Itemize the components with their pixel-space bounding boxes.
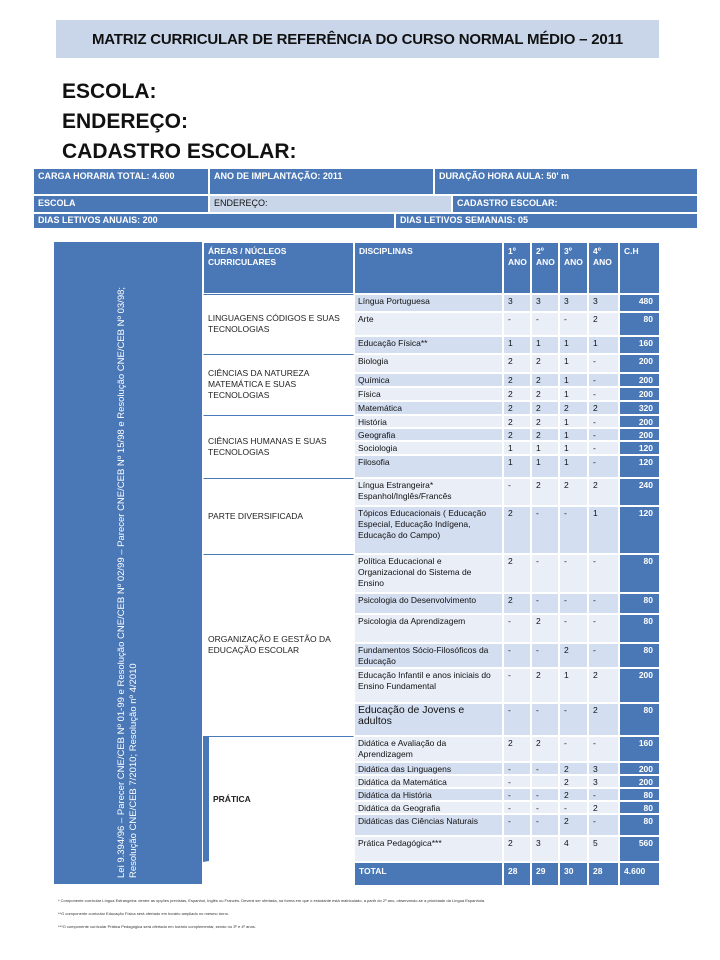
header-areas: ÁREAS / NÚCLEOS CURRICULARES xyxy=(203,242,354,294)
row-workload: 120 xyxy=(619,441,660,455)
registry-field: CADASTRO ESCOLAR: xyxy=(452,195,698,213)
year-1-hours: 2 xyxy=(503,428,531,441)
year-3-hours: 2 xyxy=(559,788,588,801)
year-3-hours: 1 xyxy=(559,668,588,703)
year-1-hours: - xyxy=(503,478,531,506)
discipline-name: História xyxy=(354,415,503,428)
year-1-hours: - xyxy=(503,614,531,643)
discipline-name: Psicologia do Desenvolvimento xyxy=(354,593,503,614)
year-1-hours: - xyxy=(503,775,531,788)
year-2-hours: 1 xyxy=(531,455,559,478)
year-2-hours: 2 xyxy=(531,415,559,428)
year-4-hours: - xyxy=(588,428,619,441)
year-1-hours: 2 xyxy=(503,401,531,415)
discipline-name: Didática da Matemática xyxy=(354,775,503,788)
row-workload: 200 xyxy=(619,373,660,387)
row-workload: 120 xyxy=(619,506,660,554)
year-1-hours: 2 xyxy=(503,836,531,862)
discipline-name: Didática e Avaliação da Aprendizagem xyxy=(354,736,503,762)
year-2-hours: - xyxy=(531,762,559,775)
year-1-hours: - xyxy=(503,814,531,836)
year-4-hours: - xyxy=(588,788,619,801)
year-1-hours: 1 xyxy=(503,455,531,478)
discipline-name: Fundamentos Sócio-Filosóficos da Educação xyxy=(354,643,503,668)
year-2-hours: 2 xyxy=(531,428,559,441)
year-1-hours: 2 xyxy=(503,736,531,762)
area-school-management: ORGANIZAÇÃO E GESTÃO DA EDUCAÇÃO ESCOLAR xyxy=(203,554,354,736)
year-4-hours: - xyxy=(588,736,619,762)
school-field-label: ESCOLA xyxy=(33,195,209,213)
area-languages: LINGUAGENS CÓDIGOS E SUAS TECNOLOGIAS xyxy=(203,294,354,354)
address-field: ENDEREÇO: xyxy=(209,195,452,213)
row-workload: 80 xyxy=(619,593,660,614)
footnote-3: ***O componente curricular Prática Pedagógica será ofertado em horário complementar, sendo no 3º e 4º anos. xyxy=(58,924,256,929)
year-3-hours: 1 xyxy=(559,455,588,478)
year-3-hours: 4 xyxy=(559,836,588,862)
year-2-hours: 3 xyxy=(531,836,559,862)
row-workload: 200 xyxy=(619,428,660,441)
footnote-1: * Componente curricular Língua Estrangeira: dentre as opções previstas, Espanhol, Inglês ou Francês. Deverá ser ofertada, na forma em que o estudante está matriculado, a partir do 2º ano, observando-se a prioridade da Língua Espanhola. xyxy=(58,898,486,903)
year-2-hours: - xyxy=(531,788,559,801)
year-3-hours: 2 xyxy=(559,814,588,836)
year-1-hours: - xyxy=(503,801,531,814)
legal-basis-sidebar xyxy=(54,242,202,884)
year-4-hours: - xyxy=(588,643,619,668)
row-workload: 80 xyxy=(619,643,660,668)
year-3-hours: - xyxy=(559,801,588,814)
year-3-hours: - xyxy=(559,614,588,643)
discipline-name: Didática das Linguagens xyxy=(354,762,503,775)
discipline-name: Língua Portuguesa xyxy=(354,294,503,312)
class-duration: DURAÇÃO HORA AULA: 50' m xyxy=(434,168,698,195)
year-2-hours: 3 xyxy=(531,294,559,312)
discipline-name: Didáticas das Ciências Naturais xyxy=(354,814,503,836)
year-3-hours: 1 xyxy=(559,354,588,373)
area-natural-sciences: CIÊNCIAS DA NATUREZA MATEMÁTICA E SUAS TECNOLOGIAS xyxy=(203,354,354,415)
year-4-hours: 1 xyxy=(588,506,619,554)
year-2-hours: 2 xyxy=(531,478,559,506)
header-workload: C.H xyxy=(619,242,660,294)
year-4-hours: - xyxy=(588,455,619,478)
year-3-hours: 2 xyxy=(559,401,588,415)
discipline-name: Língua Estrangeira* Espanhol/Inglês/Francês xyxy=(354,478,503,506)
area-diversified: PARTE DIVERSIFICADA xyxy=(203,478,354,554)
year-3-hours: - xyxy=(559,593,588,614)
year-2-hours: - xyxy=(531,801,559,814)
year-3-hours: - xyxy=(559,506,588,554)
year-3-hours: 3 xyxy=(559,294,588,312)
year-2-hours: - xyxy=(531,593,559,614)
year-1-hours: 2 xyxy=(503,387,531,401)
year-2-hours: - xyxy=(531,643,559,668)
registry-heading: CADASTRO ESCOLAR: xyxy=(62,140,297,163)
discipline-name: Prática Pedagógica*** xyxy=(354,836,503,862)
year-3-hours: - xyxy=(559,312,588,336)
year-4-hours: 2 xyxy=(588,703,619,736)
year-2-hours: 2 xyxy=(531,354,559,373)
school-heading: ESCOLA: xyxy=(62,80,157,103)
year-1-hours: - xyxy=(503,668,531,703)
discipline-name: Arte xyxy=(354,312,503,336)
row-workload: 200 xyxy=(619,354,660,373)
area-human-sciences: CIÊNCIAS HUMANAS E SUAS TECNOLOGIAS xyxy=(203,415,354,478)
year-1-hours: 1 xyxy=(503,441,531,455)
year-4-hours: - xyxy=(588,415,619,428)
discipline-name: Psicologia da Aprendizagem xyxy=(354,614,503,643)
year-4-hours: - xyxy=(588,593,619,614)
header-disciplines: DISCIPLINAS xyxy=(354,242,503,294)
discipline-name: Educação Física** xyxy=(354,336,503,354)
year-1-hours: 2 xyxy=(503,373,531,387)
year-2-hours: - xyxy=(531,814,559,836)
row-workload: 200 xyxy=(619,668,660,703)
row-workload: 80 xyxy=(619,614,660,643)
year-3-hours: 1 xyxy=(559,387,588,401)
year-1-hours: - xyxy=(503,643,531,668)
year-4-hours: - xyxy=(588,373,619,387)
year-2-hours: 2 xyxy=(531,387,559,401)
year-3-hours: 1 xyxy=(559,336,588,354)
weekly-school-days: DIAS LETIVOS SEMANAIS: 05 xyxy=(395,213,698,229)
year-4-hours: - xyxy=(588,441,619,455)
year-4-hours: 2 xyxy=(588,801,619,814)
year-4-hours: - xyxy=(588,554,619,593)
total-label: TOTAL xyxy=(354,862,503,886)
year-1-hours: - xyxy=(503,762,531,775)
year-1-hours: 2 xyxy=(503,506,531,554)
year-2-hours: 1 xyxy=(531,441,559,455)
discipline-name: Política Educacional e Organizacional do Sistema de Ensino xyxy=(354,554,503,593)
row-workload: 200 xyxy=(619,387,660,401)
total-year-2: 29 xyxy=(531,862,559,886)
year-4-hours: - xyxy=(588,814,619,836)
area-practice: PRÁTICA xyxy=(203,736,354,862)
header-year-1: 1º ANO xyxy=(503,242,531,294)
year-3-hours: 2 xyxy=(559,478,588,506)
discipline-name: Sociologia xyxy=(354,441,503,455)
discipline-name: Tópicos Educacionais ( Educação Especial, Educação Indígena, Educação do Campo) xyxy=(354,506,503,554)
year-2-hours xyxy=(531,775,559,788)
discipline-name: Geografia xyxy=(354,428,503,441)
row-workload: 480 xyxy=(619,294,660,312)
year-1-hours: 2 xyxy=(503,354,531,373)
row-workload: 80 xyxy=(619,801,660,814)
total-year-3: 30 xyxy=(559,862,588,886)
discipline-name: Biologia xyxy=(354,354,503,373)
year-4-hours: 2 xyxy=(588,312,619,336)
year-2-hours: 2 xyxy=(531,373,559,387)
year-4-hours: 3 xyxy=(588,762,619,775)
year-2-hours: - xyxy=(531,312,559,336)
year-3-hours: 1 xyxy=(559,373,588,387)
header-year-4: 4º ANO xyxy=(588,242,619,294)
discipline-name: Didática da Geografia xyxy=(354,801,503,814)
year-2-hours: 2 xyxy=(531,614,559,643)
year-2-hours: - xyxy=(531,703,559,736)
discipline-name: Educação de Jovens e adultos xyxy=(354,703,503,736)
legal-basis-line2: Resolução CNE/CEB 7/2010; Resolução nº 4/2010 xyxy=(128,663,139,878)
year-1-hours: - xyxy=(503,312,531,336)
year-3-hours: - xyxy=(559,703,588,736)
year-1-hours: 2 xyxy=(503,415,531,428)
page-title: MATRIZ CURRICULAR DE REFERÊNCIA DO CURSO NORMAL MÉDIO – 2011 xyxy=(56,20,659,58)
year-4-hours: 5 xyxy=(588,836,619,862)
row-workload: 560 xyxy=(619,836,660,862)
year-1-hours: - xyxy=(503,788,531,801)
row-workload: 200 xyxy=(619,762,660,775)
year-4-hours: 2 xyxy=(588,668,619,703)
year-3-hours: - xyxy=(559,554,588,593)
year-1-hours: 2 xyxy=(503,593,531,614)
total-workload: 4.600 xyxy=(619,862,660,886)
row-workload: 80 xyxy=(619,814,660,836)
footnote-2: **O componente curricular Educação Física será ofertado em horário ampliado no mesmo turno. xyxy=(58,911,229,916)
total-year-1: 28 xyxy=(503,862,531,886)
row-workload: 320 xyxy=(619,401,660,415)
year-4-hours: 3 xyxy=(588,775,619,788)
header-year-3: 3º ANO xyxy=(559,242,588,294)
year-1-hours: - xyxy=(503,703,531,736)
row-workload: 240 xyxy=(619,478,660,506)
header-year-2: 2º ANO xyxy=(531,242,559,294)
row-workload: 80 xyxy=(619,312,660,336)
legal-basis-line1: Lei 9.394/96 – Parecer CNE/CEB Nº 01-99 e Resolução CNE/CEB Nº 02/99 – Parecer CNE/CEB Nº 15/98 e Resolução CNE/CEB Nº 03/98; xyxy=(116,286,127,878)
row-workload: 200 xyxy=(619,415,660,428)
year-4-hours: - xyxy=(588,387,619,401)
year-3-hours: - xyxy=(559,736,588,762)
annual-school-days: DIAS LETIVOS ANUAIS: 200 xyxy=(33,213,395,229)
year-2-hours: - xyxy=(531,554,559,593)
year-3-hours: 2 xyxy=(559,643,588,668)
year-2-hours: 1 xyxy=(531,336,559,354)
discipline-name: Física xyxy=(354,387,503,401)
year-1-hours: 1 xyxy=(503,336,531,354)
implantation-year: ANO DE IMPLANTAÇÃO: 2011 xyxy=(209,168,434,195)
year-4-hours: 3 xyxy=(588,294,619,312)
discipline-name: Didática da História xyxy=(354,788,503,801)
year-2-hours: 2 xyxy=(531,401,559,415)
row-workload: 80 xyxy=(619,788,660,801)
year-4-hours: - xyxy=(588,614,619,643)
year-4-hours: 2 xyxy=(588,401,619,415)
year-2-hours: 2 xyxy=(531,736,559,762)
year-1-hours: 2 xyxy=(503,554,531,593)
year-2-hours: - xyxy=(531,506,559,554)
discipline-name: Filosofia xyxy=(354,455,503,478)
row-workload: 160 xyxy=(619,736,660,762)
year-3-hours: 2 xyxy=(559,775,588,788)
row-workload: 80 xyxy=(619,554,660,593)
year-1-hours: 3 xyxy=(503,294,531,312)
year-3-hours: 1 xyxy=(559,428,588,441)
address-heading: ENDEREÇO: xyxy=(62,110,189,133)
row-workload: 160 xyxy=(619,336,660,354)
year-4-hours: 2 xyxy=(588,478,619,506)
total-year-4: 28 xyxy=(588,862,619,886)
year-4-hours: - xyxy=(588,354,619,373)
year-4-hours: 1 xyxy=(588,336,619,354)
year-3-hours: 1 xyxy=(559,415,588,428)
year-2-hours: 2 xyxy=(531,668,559,703)
discipline-name: Química xyxy=(354,373,503,387)
year-3-hours: 1 xyxy=(559,441,588,455)
discipline-name: Matemática xyxy=(354,401,503,415)
year-3-hours: 2 xyxy=(559,762,588,775)
row-workload: 200 xyxy=(619,775,660,788)
row-workload: 120 xyxy=(619,455,660,478)
discipline-name: Educação Infantil e anos iniciais do Ensino Fundamental xyxy=(354,668,503,703)
workload-total: CARGA HORARIA TOTAL: 4.600 xyxy=(33,168,209,195)
row-workload: 80 xyxy=(619,703,660,736)
